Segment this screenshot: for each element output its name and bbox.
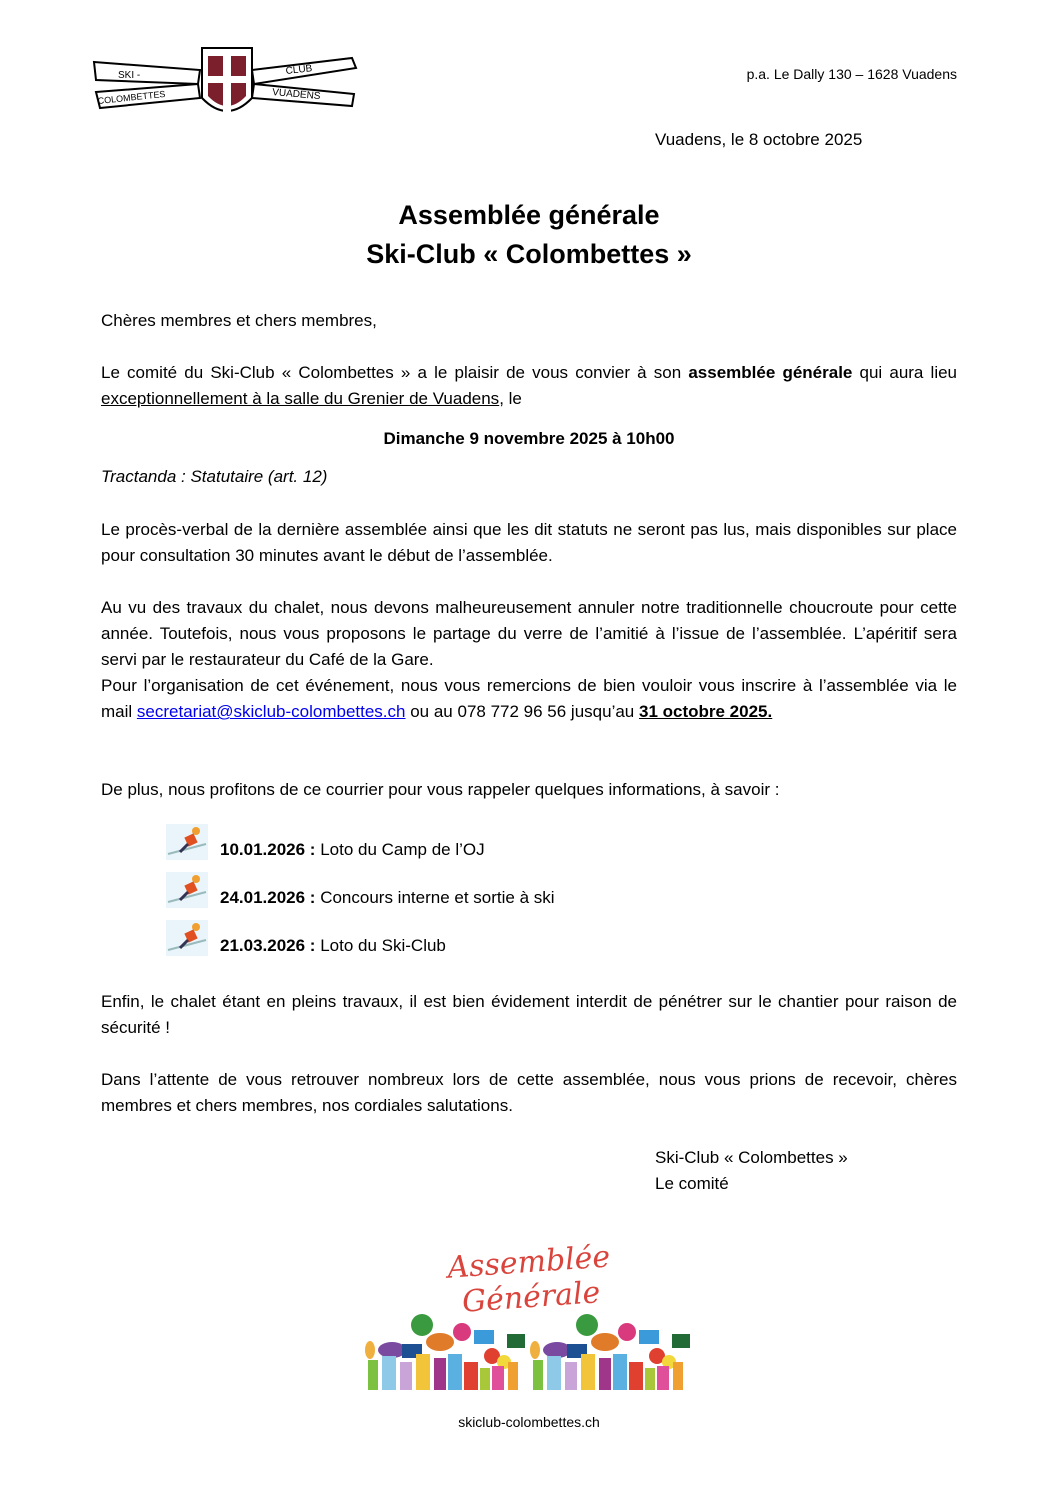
page-title [0, 196, 1058, 274]
svg-text:COLOMBETTES: COLOMBETTES [97, 88, 166, 106]
date-line: Vuadens, le 8 octobre 2025 [655, 130, 863, 149]
paragraph-registration: Pour l’organisation de cet événement, nous vous remercions de bien vouloir vous inscrire à l’assemblée via le mail secretariat@skiclub-colombettes.ch ou au 078 772 96 56 jusqu’au 31 octobre 2025. [101, 676, 957, 721]
tractanda: Tractanda : Statutaire (art. 12) [101, 467, 328, 486]
paragraph-closing: Dans l’attente de vous retrouver nombreux lors de cette assemblée, nous vous prions de recevoir, chères membres et chers membres, nos cordiales salutations. [101, 1070, 957, 1115]
paragraph-minutes: Le procès-verbal de la dernière assemblée ainsi que les dit statuts ne seront pas lus, mais disponibles sur place pour consultation 30 minutes avant le début de l’assemblée. [101, 520, 957, 565]
signature: Ski-Club « Colombettes » Le comité [655, 1148, 848, 1193]
title-line-1: Assemblée générale [398, 200, 660, 230]
list-item: 21.03.2026 : Loto du Ski-Club [166, 916, 446, 956]
paragraph-invitation: Le comité du Ski-Club « Colombettes » a le plaisir de vous convier à son assemblée générale qui aura lieu exceptionnellement à la salle du Grenier de Vuadens, le [101, 363, 958, 408]
paragraph-reminder: De plus, nous profitons de ce courrier pour vous rappeler quelques informations, à savoir : [101, 780, 780, 799]
greeting: Chères membres et chers membres, [101, 311, 377, 330]
list-item: 10.01.2026 : Loto du Camp de l’OJ [166, 820, 485, 860]
email-link[interactable]: secretariat@skiclub-colombettes.ch [136, 702, 406, 721]
website-footer: skiclub-colombettes.ch [458, 1414, 600, 1430]
paragraph-safety: Enfin, le chalet étant en pleins travaux, il est bien évidement interdit de pénétrer sur le chantier pour raison de sécurité ! [101, 992, 957, 1037]
title-line-2: Ski-Club « Colombettes » [366, 239, 692, 269]
list-item: 24.01.2026 : Concours interne et sortie à ski [166, 868, 555, 908]
ski-club-logo [90, 40, 362, 128]
skier-icon [166, 920, 208, 956]
event-date: Dimanche 9 novembre 2025 à 10h00 [383, 429, 675, 448]
svg-text:VUADENS: VUADENS [271, 87, 321, 103]
paragraph-chalet: Au vu des travaux du chalet, nous devons malheureusement annuler notre traditionnelle choucroute pour cette année. Toutefois, nous vous proposons le partage du verre de l’amitié à l’issue de l’assemblée. L’apéritif sera servi par le restaurateur du Café de la Gare. [101, 598, 957, 669]
svg-text:CLUB: CLUB [285, 63, 313, 77]
skier-icon [166, 824, 208, 860]
skier-icon [166, 872, 208, 908]
raised-hands-illustration [362, 1310, 692, 1392]
svg-text:SKI -: SKI - [118, 70, 141, 81]
sender-address: p.a. Le Dally 130 – 1628 Vuadens [746, 66, 957, 82]
banner-title: Assemblée Générale [446, 1239, 612, 1320]
